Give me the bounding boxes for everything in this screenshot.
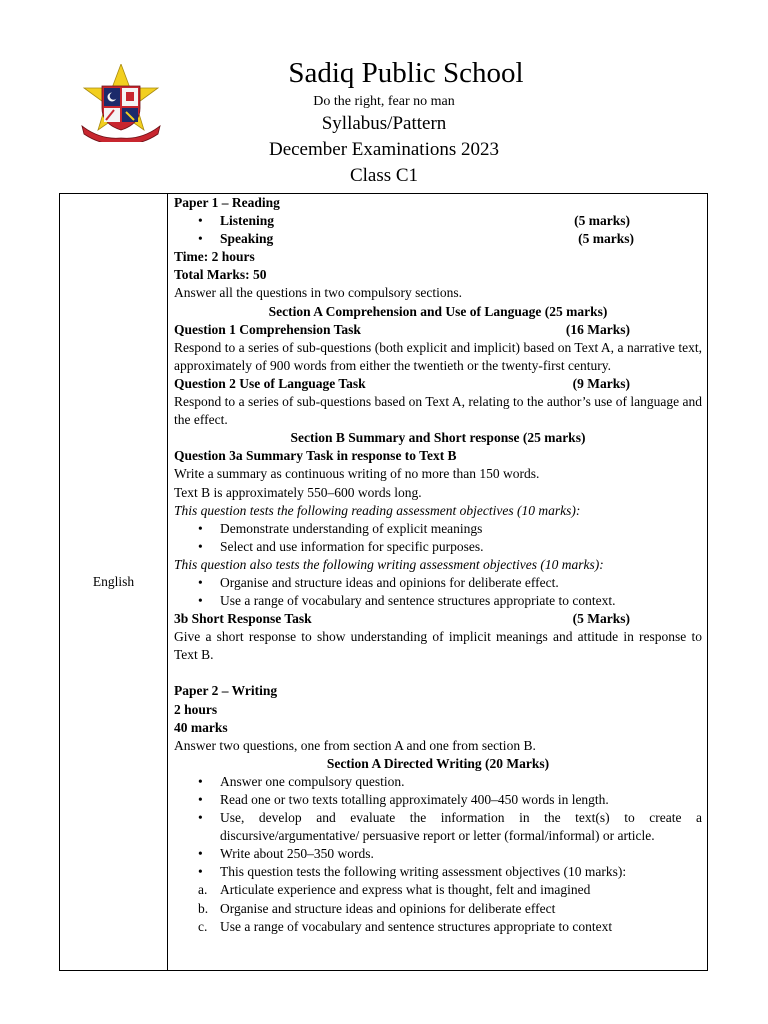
q1-marks: (16 Marks) [565,321,630,337]
q1-title: Question 1 Comprehension Task [174,321,361,337]
document-subtitle: Syllabus/Pattern [321,113,447,134]
list-item-text: Organise and structure ideas and opinions for deliberate effect. [220,574,559,590]
q1-text: Respond to a series of sub-questions (both explicit and implicit) based on Text A, a narrative text, approximately of 900 words from either the twentieth or the twenty-first century. [174,339,702,373]
list-item [174,520,702,538]
q3b-marks: (5 Marks) [572,611,630,627]
q3b-heading [174,610,702,628]
paper2-marks: 40 marks [174,719,228,735]
list-item [174,809,702,845]
list-item-text: Use a range of vocabulary and sentence structures appropriate to context. [220,593,616,609]
component-marks: (5 marks) [578,231,634,247]
item-letter: b. [198,900,209,916]
component-row [220,230,702,248]
spacer [174,664,702,682]
q1-heading [174,321,702,339]
q3a-text-1: Write a summary as continuous writing of no more than 150 words. [174,466,540,482]
bullet: • [198,773,203,789]
bullet: • [198,846,203,862]
lettered-item [174,881,702,899]
q3a-title: Question 3a Summary Task in response to Text B [174,448,457,464]
syllabus-content [174,194,702,936]
paper1-title: Paper 1 – Reading [174,195,280,210]
component-label: Listening [220,213,275,229]
q3b-text: Give a short response to show understanding of implicit meanings and attitude in response to Text B. [174,629,702,663]
list-item-text: Read one or two texts totalling approximately 400–450 words in length. [220,792,609,807]
bullet: • [198,231,203,247]
lettered-item-text: Use a range of vocabulary and sentence structures appropriate to context [220,918,613,934]
q2-marks: (9 Marks) [572,375,630,391]
reading-objectives: This question tests the following reading assessment objectives (10 marks): [174,502,581,518]
bullet: • [198,538,203,554]
bullet: • [198,593,203,609]
list-item [174,538,702,556]
item-letter: a. [198,882,208,898]
bullet: • [198,810,203,826]
class-title: Class C1 [349,165,419,186]
list-item [174,791,702,809]
bullet: • [198,864,203,880]
lettered-item [174,918,702,936]
paper1-time: Time: 2 hours [174,249,255,265]
lettered-item [174,900,702,918]
bullet: • [198,792,203,807]
list-item [174,773,702,791]
paper2-section-a-heading: Section A Directed Writing (20 Marks) [326,755,550,771]
motto-text: Do the right, fear no man [313,94,455,109]
list-item-text: Demonstrate understanding of explicit meanings [220,520,483,536]
section-b-heading: Section B Summary and Short response (25 marks) [290,430,586,446]
component-item [174,212,702,230]
bullet: • [198,213,203,229]
list-item [174,845,702,863]
list-item-text: Use, develop and evaluate the information in the text(s) to create a discursive/argumentative/ persuasive report or letter (formal/informal) or article. [220,810,702,844]
paper2-time: 2 hours [174,701,218,717]
item-letter: c. [198,918,208,934]
list-item-text: This question tests the following writing assessment objectives (10 marks): [220,864,627,880]
paper2-title: Paper 2 – Writing [174,683,278,699]
column-divider [167,194,168,970]
list-item [174,863,702,881]
paper1-instruction: Answer all the questions in two compulsory sections. [174,285,462,301]
paper1-total: Total Marks: 50 [174,267,267,283]
q2-text: Respond to a series of sub-questions based on Text A, relating to the author’s use of language and the effect. [174,394,702,428]
subject-cell: English [92,574,135,589]
exam-title: December Examinations 2023 [268,139,500,160]
list-item-text: Select and use information for specific purposes. [220,538,484,554]
syllabus-table [59,193,708,971]
bullet: • [198,574,203,590]
q2-heading [174,375,702,393]
writing-objectives: This question also tests the following writing assessment objectives (10 marks): [174,556,604,572]
school-name: Sadiq Public School [288,57,524,89]
component-marks: (5 marks) [574,213,630,229]
component-item [174,230,702,248]
list-item [174,574,702,592]
q3b-title: 3b Short Response Task [174,611,312,627]
lettered-item-text: Organise and structure ideas and opinions for deliberate effect [220,900,556,916]
q2-title: Question 2 Use of Language Task [174,375,366,391]
school-motto [0,93,768,110]
component-row [220,212,702,230]
bullet: • [198,520,203,536]
paper2-instruction: Answer two questions, one from section A and one from section B. [174,737,536,753]
component-label: Speaking [220,231,274,247]
list-item-text: Write about 250–350 words. [220,846,374,862]
q3a-text-2: Text B is approximately 550–600 words long. [174,484,422,500]
lettered-item-text: Articulate experience and express what is thought, felt and imagined [220,882,591,898]
list-item [174,592,702,610]
list-item-text: Answer one compulsory question. [220,773,405,789]
section-a-heading: Section A Comprehension and Use of Language (25 marks) [268,303,608,319]
